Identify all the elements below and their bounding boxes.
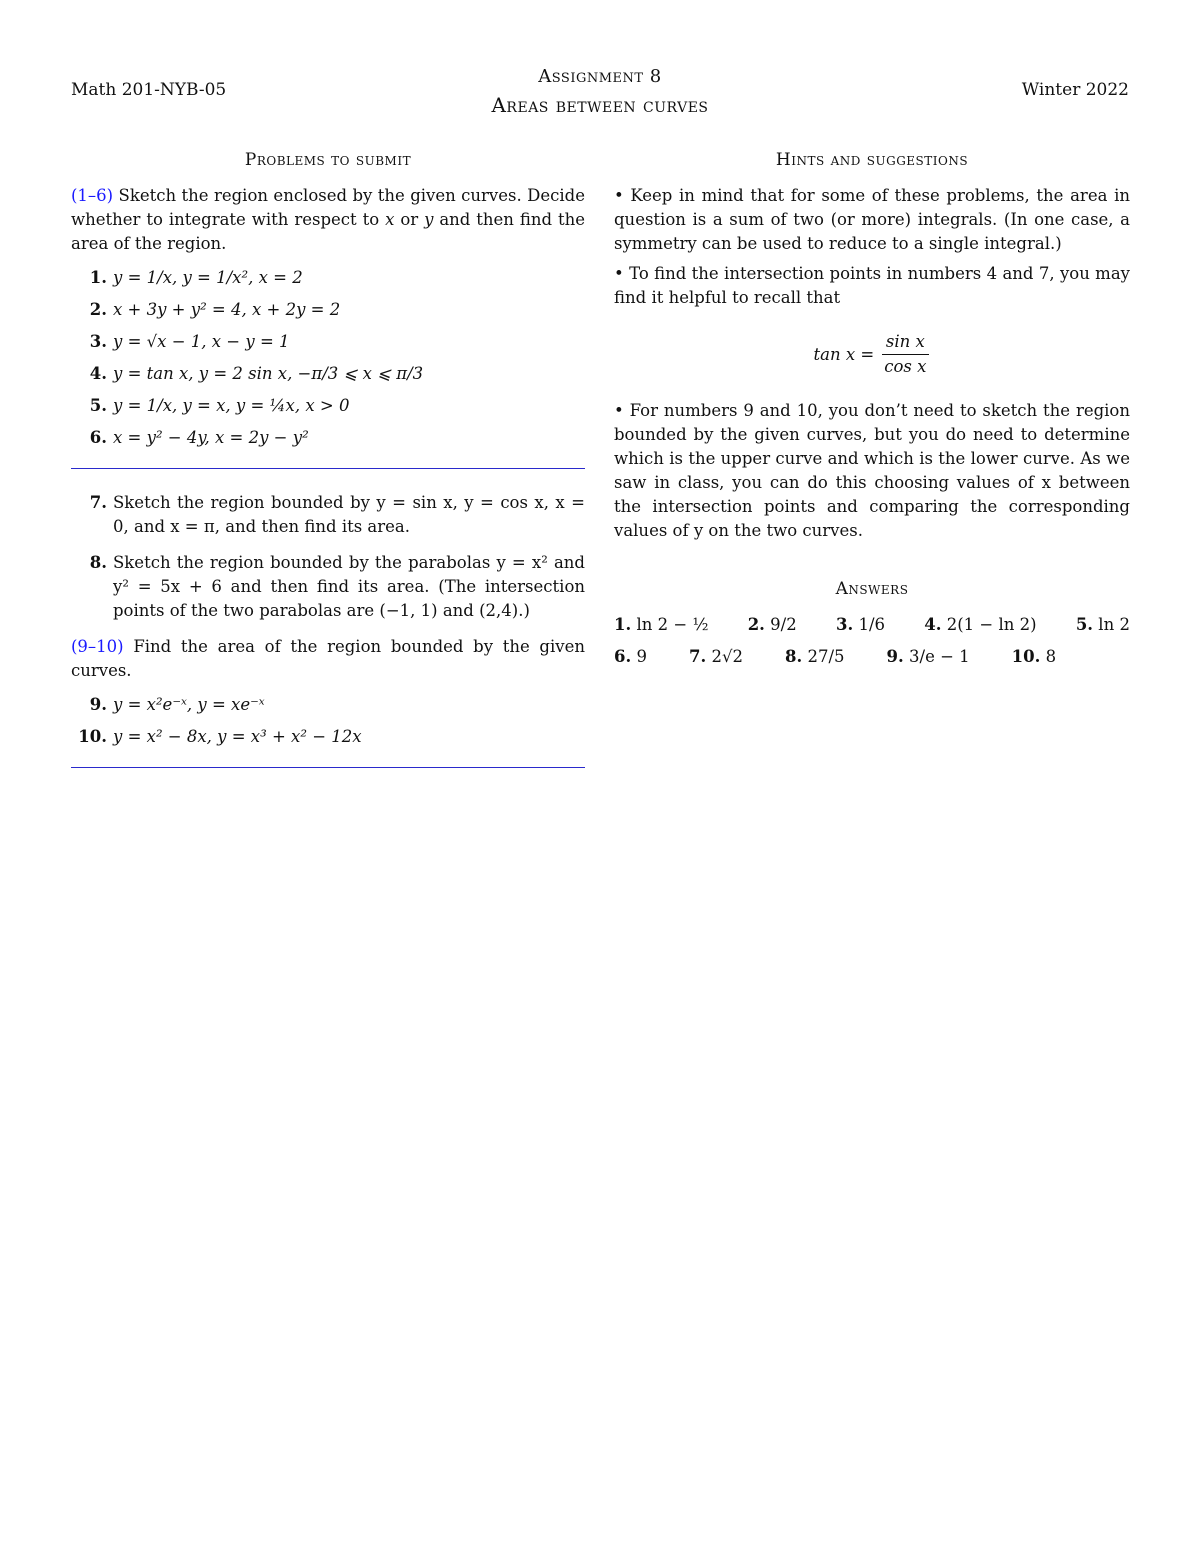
answer-item: 10. 8: [1011, 647, 1057, 666]
hint-2: • To find the intersection points in numbers 4 and 7, you may find it helpful to recall that: [614, 264, 1130, 307]
problem-number: 5.: [89, 396, 107, 415]
answer-item: 5. ln 2: [1075, 615, 1130, 634]
hints-column: [614, 150, 1130, 677]
intro-text-b: or: [394, 210, 425, 229]
answer-item: 3. 1/6: [835, 615, 886, 634]
assignment-title: Assignment 8: [538, 66, 662, 87]
problem-expression: x + 3y + y² = 4, x + 2y = 2: [113, 300, 341, 319]
course-code: Math 201-NYB-05: [71, 80, 227, 100]
answers-row-2: [614, 645, 1130, 669]
answer-item: 6. 9: [614, 647, 647, 666]
answer-item: 1. ln 2 − ½: [614, 615, 709, 634]
section-divider: [71, 468, 585, 469]
problems-heading: Problems to submit: [244, 150, 412, 170]
problem-text: Sketch the region bounded by y = sin x, y = cos x, x = 0, and x = π, and then find its area.: [113, 493, 585, 536]
title-block: [0, 66, 1200, 117]
answers-heading: Answers: [835, 579, 909, 599]
problem-expression: y = 1/x, y = x, y = ¼x, x > 0: [113, 396, 350, 415]
answer-item: 9. 3/e − 1: [886, 647, 970, 666]
problem-number: 1.: [89, 268, 107, 287]
problem-list-1: [71, 266, 585, 450]
answer-item: 7. 2√2: [688, 647, 743, 666]
tan-formula: [614, 332, 1130, 377]
problem-number: 9.: [89, 695, 107, 714]
problem-8: [71, 551, 585, 623]
problem-7: [71, 491, 585, 539]
problem-text: Sketch the region bounded by the parabolas y = x² and y² = 5x + 6 and then find its area. (The intersection points of the two parabolas are (−1, 1) and (2,4).): [113, 553, 585, 620]
formula-fraction: [880, 332, 930, 377]
intro-y: y: [424, 210, 434, 229]
answer-item: 2. 9/2: [747, 615, 797, 634]
answer-item: 8. 27/5: [784, 647, 845, 666]
problem-item: [71, 693, 585, 717]
problem-expression: y = 1/x, y = 1/x², x = 2: [113, 268, 303, 287]
problem-item: [71, 394, 585, 418]
group2-text: Find the area of the region bounded by the given curves.: [71, 637, 585, 680]
intro-text-c: and then find the area of the region.: [71, 210, 586, 253]
term: Winter 2022: [1021, 80, 1129, 100]
hint-1: • Keep in mind that for some of these problems, the area in question is a sum of two (or more) integrals. (In one case, a symmetry can be used to reduce to a single integral.): [614, 186, 1130, 253]
problem-item: [71, 362, 585, 386]
problem-number: 8.: [89, 553, 107, 572]
problem-expression: x = y² − 4y, x = 2y − y²: [113, 428, 309, 447]
problem-number: 3.: [89, 332, 107, 351]
problem-number: 6.: [89, 428, 107, 447]
problem-item: [71, 266, 585, 290]
problem-number: 7.: [89, 493, 107, 512]
answer-item: 4. 2(1 − ln 2): [924, 615, 1037, 634]
problem-list-2: [71, 693, 585, 749]
problems-intro: [71, 184, 585, 256]
problem-item: [71, 725, 585, 749]
problem-number: 10.: [78, 727, 107, 746]
problems-column: [71, 150, 585, 790]
formula-lhs: tan x =: [813, 345, 875, 364]
problem-expression: y = x²e⁻ˣ, y = xe⁻ˣ: [113, 695, 265, 714]
section-divider: [71, 767, 585, 768]
hint-3: • For numbers 9 and 10, you don’t need to sketch the region bounded by the given curves, but you do need to determine which is the upper curve and which is the lower curve. As we saw in class, you can do this choosing values of x between the intersection points and comparing the corresponding values of y on the two curves.: [614, 401, 1130, 540]
intro-x: x: [385, 210, 395, 229]
hints-heading: Hints and suggestions: [775, 150, 969, 170]
problem-item: [71, 330, 585, 354]
problems-9-10-intro: [71, 635, 585, 683]
group2-label: (9–10): [71, 637, 124, 656]
problem-expression: y = tan x, y = 2 sin x, −π/3 ⩽ x ⩽ π/3: [113, 364, 424, 383]
problem-expression: y = x² − 8x, y = x³ + x² − 12x: [113, 727, 362, 746]
problem-expression: y = √x − 1, x − y = 1: [113, 332, 290, 351]
problem-item: [71, 426, 585, 450]
formula-numerator: sin x: [882, 332, 929, 355]
answers-row-1: [614, 613, 1130, 637]
intro-text-a: Sketch the region enclosed by the given curves. Decide whether to integrate with respect to: [71, 186, 585, 229]
problem-number: 2.: [89, 300, 107, 319]
intro-label: (1–6): [71, 186, 114, 205]
problem-item: [71, 298, 585, 322]
topic-title: Areas between curves: [491, 93, 709, 117]
formula-denominator: cos x: [884, 357, 927, 376]
problem-number: 4.: [89, 364, 107, 383]
